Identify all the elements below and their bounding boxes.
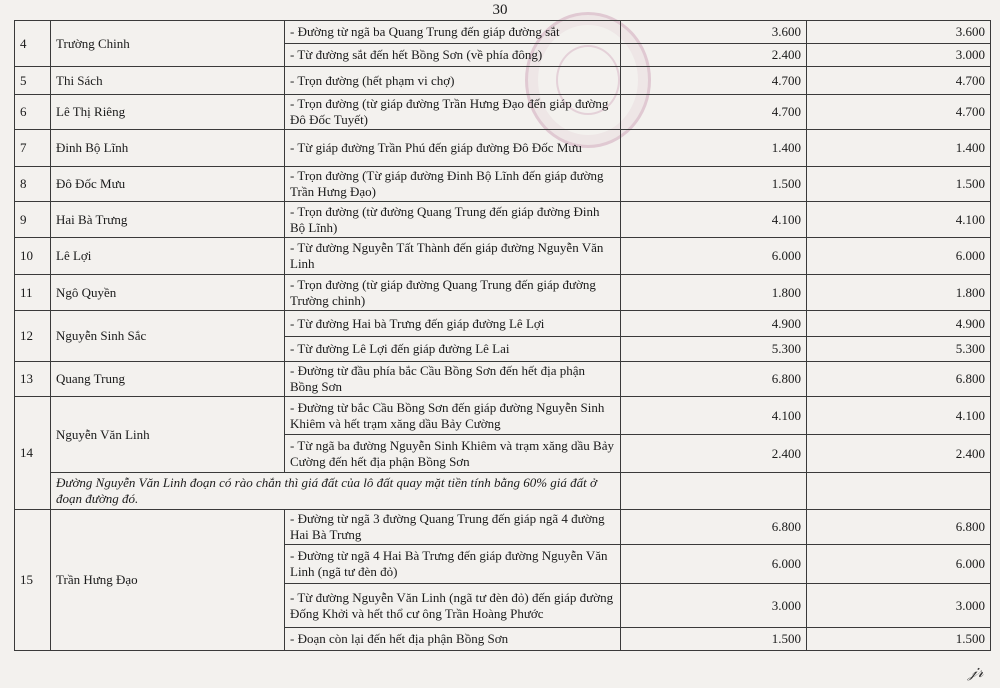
price-value-cell: 1.500 [621,628,807,651]
price-value-cell: 4.700 [621,67,807,95]
street-name-cell: Lê Lợi [51,238,285,275]
row-number-cell: 4 [15,21,51,67]
price-value-cell: 6.800 [807,362,991,397]
row-number-cell: 5 [15,67,51,95]
table-row [15,362,991,397]
price-value-cell: 1.500 [807,167,991,202]
page-number: 30 [492,2,508,18]
empty-cell [621,473,807,510]
price-value-cell: 1.400 [807,130,991,167]
row-number-cell: 9 [15,202,51,238]
table-row [15,238,991,275]
price-value-cell: 1.800 [807,275,991,311]
table-row [15,202,991,238]
street-name-cell: Nguyễn Sinh Sắc [51,311,285,362]
price-value-cell: 3.000 [807,44,991,67]
table-row [15,21,991,44]
street-name-cell: Quang Trung [51,362,285,397]
price-value-cell: 6.800 [621,362,807,397]
segment-description-cell: - Đường từ ngã 3 đường Quang Trung đến giáp ngã 4 đường Hai Bà Trưng [285,510,621,545]
row-number-cell: 12 [15,311,51,362]
segment-description-cell: - Từ đường Hai bà Trưng đến giáp đường Lê Lợi [285,311,621,337]
segment-description-cell: - Từ đường sắt đến hết Bồng Sơn (về phía đông) [285,44,621,67]
table-row [15,397,991,435]
price-value-cell: 3.000 [621,584,807,628]
price-value-cell: 5.300 [807,337,991,362]
segment-description-cell: - Trọn đường (từ giáp đường Trần Hưng Đạo đến giáp đường Đô Đốc Tuyết) [285,95,621,130]
street-name-cell: Hai Bà Trưng [51,202,285,238]
row-number-cell: 11 [15,275,51,311]
segment-description-cell: - Đường từ ngã 4 Hai Bà Trưng đến giáp đường Nguyễn Văn Linh (ngã tư đèn đỏ) [285,545,621,584]
table-row [15,95,991,130]
price-value-cell: 2.400 [807,435,991,473]
segment-description-cell: - Đoạn còn lại đến hết địa phận Bồng Sơn [285,628,621,651]
price-value-cell: 3.000 [807,584,991,628]
price-value-cell: 1.500 [807,628,991,651]
table-row [15,311,991,337]
price-value-cell: 5.300 [621,337,807,362]
price-value-cell: 4.100 [621,202,807,238]
street-name-cell: Đô Đốc Mưu [51,167,285,202]
street-name-cell: Ngô Quyền [51,275,285,311]
price-value-cell: 4.100 [621,397,807,435]
land-price-table [14,20,991,651]
price-value-cell: 6.000 [807,545,991,584]
price-value-cell: 3.600 [621,21,807,44]
table-row [15,275,991,311]
price-value-cell: 1.800 [621,275,807,311]
segment-description-cell: - Đường từ bắc Cầu Bồng Sơn đến giáp đường Nguyễn Sinh Khiêm và hết trạm xăng dầu Bảy Cường [285,397,621,435]
table-row [15,510,991,545]
price-value-cell: 1.400 [621,130,807,167]
segment-description-cell: - Trọn đường (từ đường Quang Trung đến giáp đường Đinh Bộ Lĩnh) [285,202,621,238]
table-row [15,167,991,202]
price-value-cell: 2.400 [621,435,807,473]
street-name-cell: Trần Hưng Đạo [51,510,285,651]
row-number-cell: 15 [15,510,51,651]
row-number-cell: 13 [15,362,51,397]
price-value-cell: 6.800 [621,510,807,545]
segment-description-cell: - Từ đường Nguyễn Văn Linh (ngã tư đèn đỏ) đến giáp đường Đống Khởi và hết thổ cư ông Trần Hoàng Phước [285,584,621,628]
price-value-cell: 4.100 [807,202,991,238]
price-value-cell: 6.000 [807,238,991,275]
table-row [15,67,991,95]
table-note-row [15,473,991,510]
price-value-cell: 4.100 [807,397,991,435]
segment-description-cell: - Đường từ ngã ba Quang Trung đến giáp đường sắt [285,21,621,44]
row-number-cell: 8 [15,167,51,202]
empty-cell [807,473,991,510]
segment-description-cell: - Đường từ đầu phía bắc Cầu Bồng Sơn đến hết địa phận Bồng Sơn [285,362,621,397]
street-name-cell: Trường Chinh [51,21,285,67]
segment-description-cell: - Trọn đường (từ giáp đường Quang Trung đến giáp đường Trường chinh) [285,275,621,311]
price-value-cell: 4.700 [807,67,991,95]
segment-description-cell: - Từ đường Lê Lợi đến giáp đường Lê Lai [285,337,621,362]
street-name-cell: Đinh Bộ Lĩnh [51,130,285,167]
handwritten-initials-signature: 𝒿𝓇 [968,662,984,681]
segment-description-cell: - Từ giáp đường Trần Phú đến giáp đường Đô Đốc Mưu [285,130,621,167]
segment-description-cell: - Từ đường Nguyễn Tất Thành đến giáp đường Nguyễn Văn Linh [285,238,621,275]
street-name-cell: Nguyễn Văn Linh [51,397,285,473]
row-number-cell: 7 [15,130,51,167]
row-number-cell: 10 [15,238,51,275]
segment-description-cell: - Trọn đường (Từ giáp đường Đinh Bộ Lĩnh đến giáp đường Trần Hưng Đạo) [285,167,621,202]
segment-description-cell: - Từ ngã ba đường Nguyễn Sinh Khiêm và trạm xăng dầu Bảy Cường đến hết địa phận Bồng Sơn [285,435,621,473]
row-number-cell: 6 [15,95,51,130]
segment-description-cell: - Trọn đường (hết phạm vi chợ) [285,67,621,95]
price-value-cell: 3.600 [807,21,991,44]
price-value-cell: 2.400 [621,44,807,67]
price-value-cell: 4.900 [807,311,991,337]
price-value-cell: 6.000 [621,238,807,275]
note-cell: Đường Nguyễn Văn Linh đoạn có rào chắn thì giá đất của lô đất quay mặt tiền tính bằng 60% giá đất ở đoạn đường đó. [51,473,621,510]
price-value-cell: 4.700 [807,95,991,130]
price-value-cell: 6.000 [621,545,807,584]
street-name-cell: Lê Thị Riêng [51,95,285,130]
price-value-cell: 4.700 [621,95,807,130]
price-value-cell: 6.800 [807,510,991,545]
price-value-cell: 1.500 [621,167,807,202]
price-value-cell: 4.900 [621,311,807,337]
row-number-cell: 14 [15,397,51,510]
table-row [15,130,991,167]
table-body [15,21,991,651]
street-name-cell: Thi Sách [51,67,285,95]
